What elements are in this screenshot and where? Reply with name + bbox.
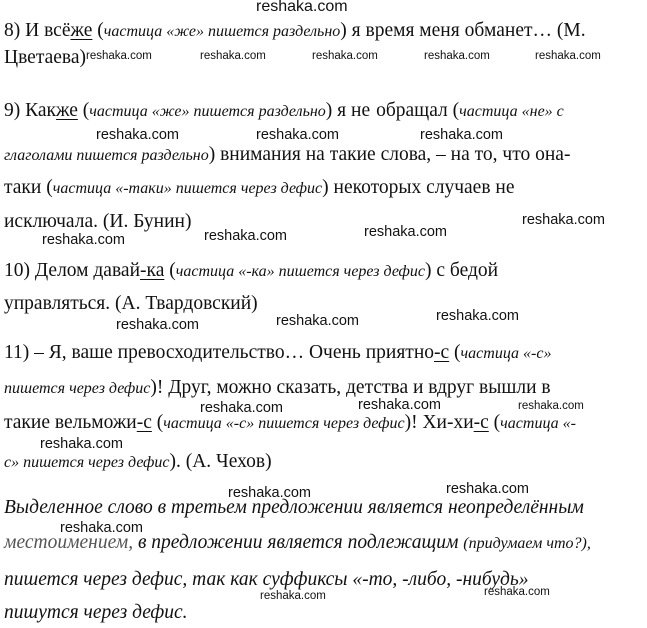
highlighted-particle: -с xyxy=(136,412,152,433)
watermark: reshaka.com xyxy=(200,50,266,62)
spelling-note: пишется через дефис xyxy=(4,380,151,397)
watermark: reshaka.com xyxy=(312,50,378,62)
sentence-10-line-2: управляться. (А. Твардовский) xyxy=(4,293,258,314)
watermark: reshaka.com xyxy=(420,127,504,143)
spelling-note: частица «же» пишется раздельно xyxy=(89,103,326,120)
spelling-note: с» пишется через дефис xyxy=(4,454,170,471)
watermark: reshaka.com xyxy=(96,127,180,143)
highlighted-particle: же xyxy=(56,100,78,121)
sentence-9-line-3: таки (частица «-таки» пишется через дефис) некоторых случаев не xyxy=(4,177,515,198)
conclusion-line-3: пишется через дефис, так как суффиксы «-то, -либо, -нибудь» xyxy=(4,569,529,590)
sentence-9-line-1: 9) Какже (частица «же» пишется раздельно) я не обращал (частица «не» с xyxy=(4,100,564,121)
conclusion-line-2: местоимением, в предложении является подлежащим (придумаем что?), xyxy=(4,532,591,553)
watermark: reshaka.com xyxy=(116,317,200,333)
sentence-11-line-4: с» пишется через дефис). (А. Чехов) xyxy=(4,451,272,472)
sentence-10-line-1: 10) Делом давай-ка (частица «-ка» пишется через дефис) с бедой xyxy=(4,260,499,281)
watermark: reshaka.com xyxy=(522,212,606,228)
sentence-11-line-3: такие вельможи-с (частица «-с» пишется через дефис)! Хи-хи-с (частица «- xyxy=(4,412,576,433)
watermark: reshaka.com xyxy=(256,127,340,143)
watermark: reshaka.com xyxy=(204,228,288,244)
spelling-note: частица «-таки» пишется через дефис xyxy=(52,180,323,197)
conclusion-line-1: Выделенное слово в третьем предложении является неопределённым xyxy=(4,497,584,518)
watermark: reshaka.com xyxy=(424,50,490,62)
spelling-note: частица «же» пишется раздельно xyxy=(103,23,341,40)
spelling-note: частица «не» с xyxy=(459,103,564,120)
spelling-note: частица «- xyxy=(500,415,576,432)
spelling-note: частица «-ка» пишется через дефис xyxy=(175,263,425,280)
watermark: reshaka.com xyxy=(484,586,550,598)
watermark: reshaka.com xyxy=(276,313,360,329)
watermark: reshaka.com xyxy=(446,481,530,497)
spelling-note: частица «-с» пишется через дефис xyxy=(163,415,405,432)
question-note: (придумаем что?), xyxy=(463,535,591,552)
watermark: reshaka.com xyxy=(436,308,520,324)
watermark: reshaka.com xyxy=(42,232,126,248)
highlighted-particle: же xyxy=(70,20,93,41)
watermark: reshaka.com xyxy=(86,50,152,62)
watermark: reshaka.com xyxy=(364,224,448,240)
sentence-9-line-4: исключала. (И. Бунин) xyxy=(4,211,192,232)
watermark: reshaka.com xyxy=(228,485,312,501)
highlighted-particle: -с xyxy=(434,342,450,363)
highlighted-particle: -с xyxy=(473,412,489,433)
watermark-top: reshaka.com xyxy=(256,0,348,15)
spelling-note: глаголами пишется раздельно xyxy=(4,147,209,164)
sentence-11-line-2: пишется через дефис)! Друг, можно сказать, детства и вдруг вышли в xyxy=(4,377,551,398)
watermark: reshaka.com xyxy=(518,400,584,412)
watermark: reshaka.com xyxy=(200,400,284,416)
spelling-note: частица «-с» xyxy=(460,345,552,362)
highlighted-particle: -ка xyxy=(140,260,165,281)
sentence-8-line-2: Цветаева) xyxy=(4,47,86,68)
watermark: reshaka.com xyxy=(260,590,326,602)
watermark: reshaka.com xyxy=(358,397,442,413)
sentence-9-line-2: глаголами пишется раздельно) внимания на такие слова, – на то, что она- xyxy=(4,144,571,165)
watermark: reshaka.com xyxy=(60,520,144,536)
watermark: reshaka.com xyxy=(40,436,124,452)
sentence-8-line-1: 8) И всёже (частица «же» пишется раздельно) я время меня обманет… (М. xyxy=(4,20,586,41)
watermark: reshaka.com xyxy=(535,50,601,62)
sentence-11-line-1: 11) – Я, ваше превосходительство… Очень приятно-с (частица «-с» xyxy=(4,342,552,363)
conclusion-line-4: пишутся через дефис. xyxy=(4,602,188,623)
